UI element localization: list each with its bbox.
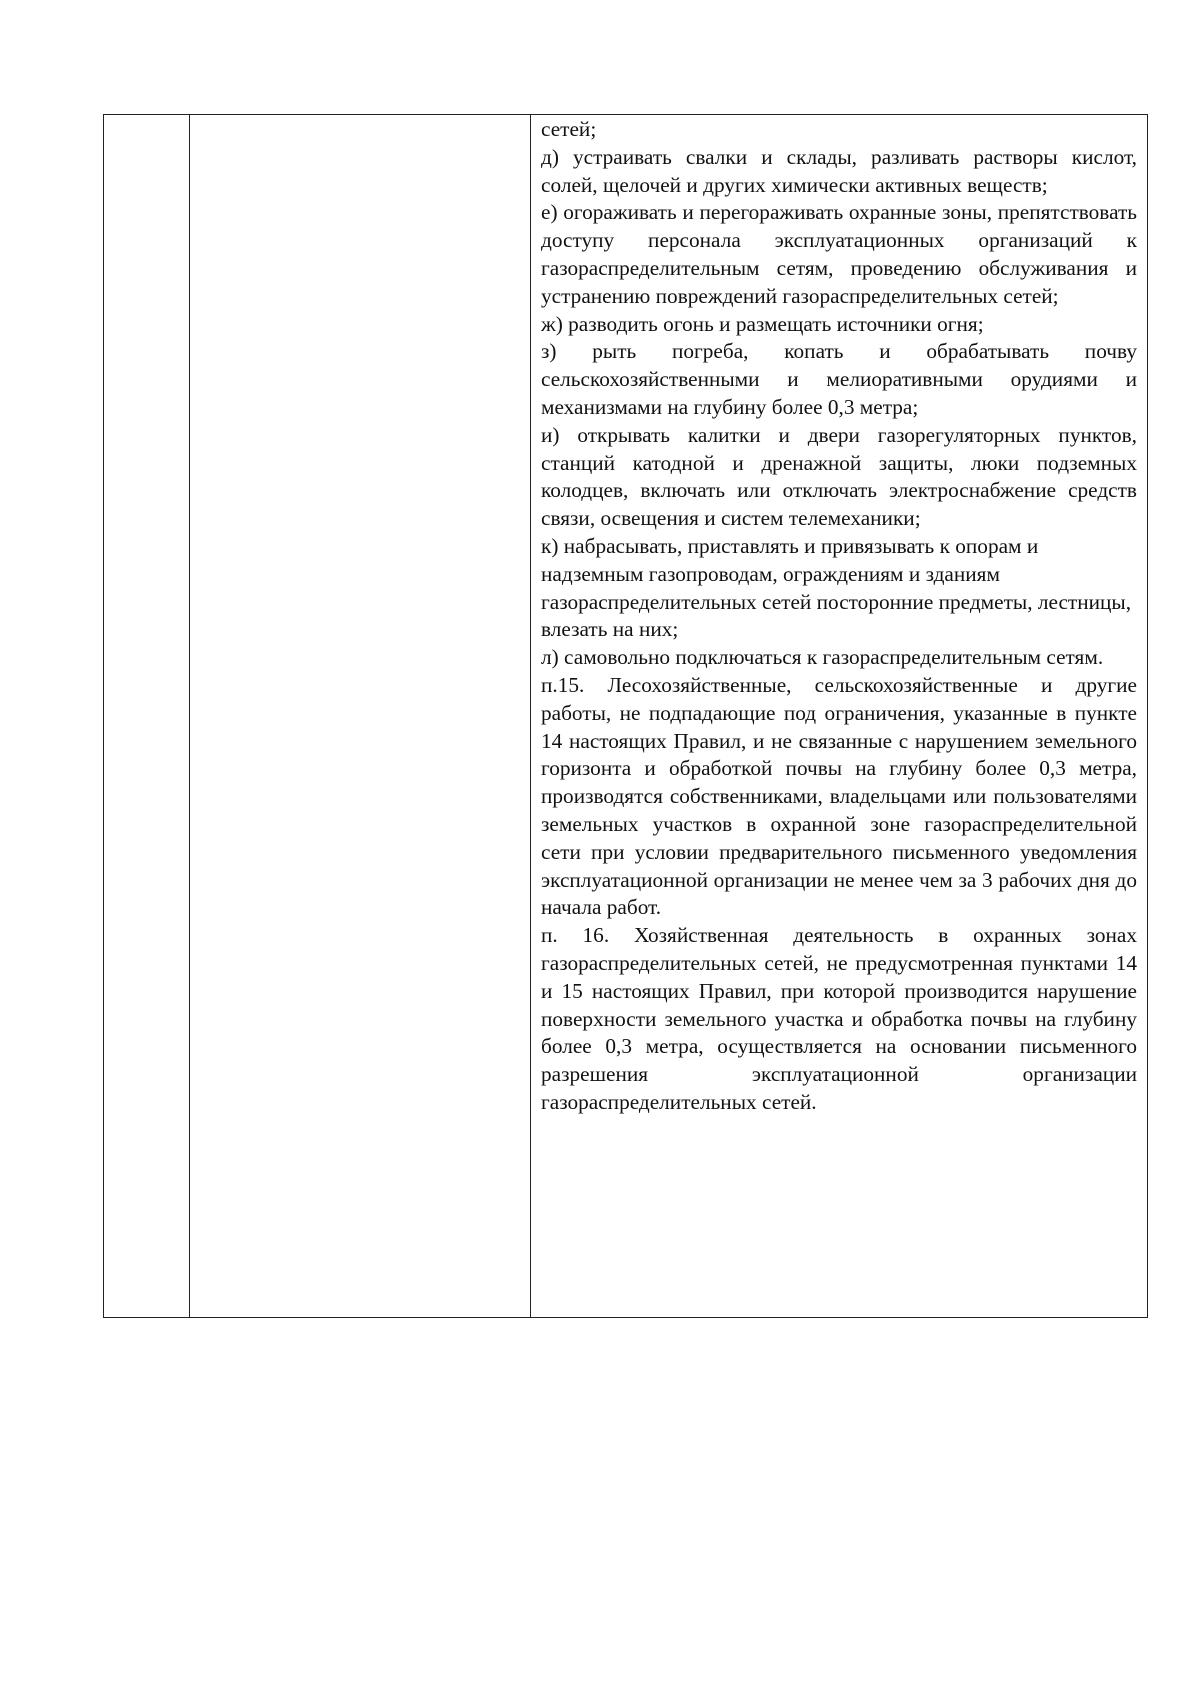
paragraph-item-l: л) самовольно подключаться к газораспределительным сетям. xyxy=(541,645,1104,670)
paragraph-item-k: к) набрасывать, приставлять и привязывать к опорам и надземным газопроводам, ограждениям и зданиям газораспределительных сетей посторонние предметы, лестницы, влезать на них; xyxy=(541,533,1132,642)
paragraph-clause-15: п.15. Лесохозяйственные, сельскохозяйственные и другие работы, не подпадающие под ограничения, указанные в пункте 14 настоящих Правил, и не связанные с нарушением земельного горизонта и обработкой почвы на глубину более 0,3 метра, производятся собственниками, владельцами или пользователями земельных участков в охранной зоне газораспределительной сети при условии предварительного письменного уведомления эксплуатационной организации не менее чем за 3 рабочих дня до начала работ. xyxy=(541,672,1137,920)
paragraph-continuation: сетей; xyxy=(541,117,597,141)
paragraph-item-i: и) открывать калитки и двери газорегуляторных пунктов, станций катодной и дренажной защиты, люки подземных колодцев, включать или отключать электроснабжение средств связи, освещения и систем телемеханики; xyxy=(541,422,1137,531)
paragraph-clause-16: п. 16. Хозяйственная деятельность в охранных зонах газораспределительных сетей, не предусмотренная пунктами 14 и 15 настоящих Правил, при которой производится нарушение поверхности земельного участка и обработка почвы на глубину более 0,3 метра, осуществляется на основании письменного разрешения эксплуатационной организации газораспределительных сетей. xyxy=(541,923,1137,1114)
table-column-2-cell xyxy=(190,115,531,1317)
paragraph-item-z: з) рыть погреба, копать и обрабатывать почву сельскохозяйственными и мелиоративными орудиями и механизмами на глубину более 0,3 метра; xyxy=(541,339,1137,419)
paragraph-item-e: е) огораживать и перегораживать охранные зоны, препятствовать доступу персонала эксплуатационных организаций к газораспределительным сетям, проведению обслуживания и устранению повреждений газораспределительных сетей; xyxy=(541,200,1137,308)
document-table xyxy=(103,114,1148,1318)
paragraph-item-zh: ж) разводить огонь и размещать источники огня; xyxy=(541,311,984,336)
paragraph-item-d: д) устраивать свалки и склады, разливать растворы кислот, солей, щелочей и других химически активных веществ; xyxy=(541,144,1137,197)
table-column-3-cell xyxy=(531,115,1147,1317)
table-column-1-cell xyxy=(104,115,190,1317)
